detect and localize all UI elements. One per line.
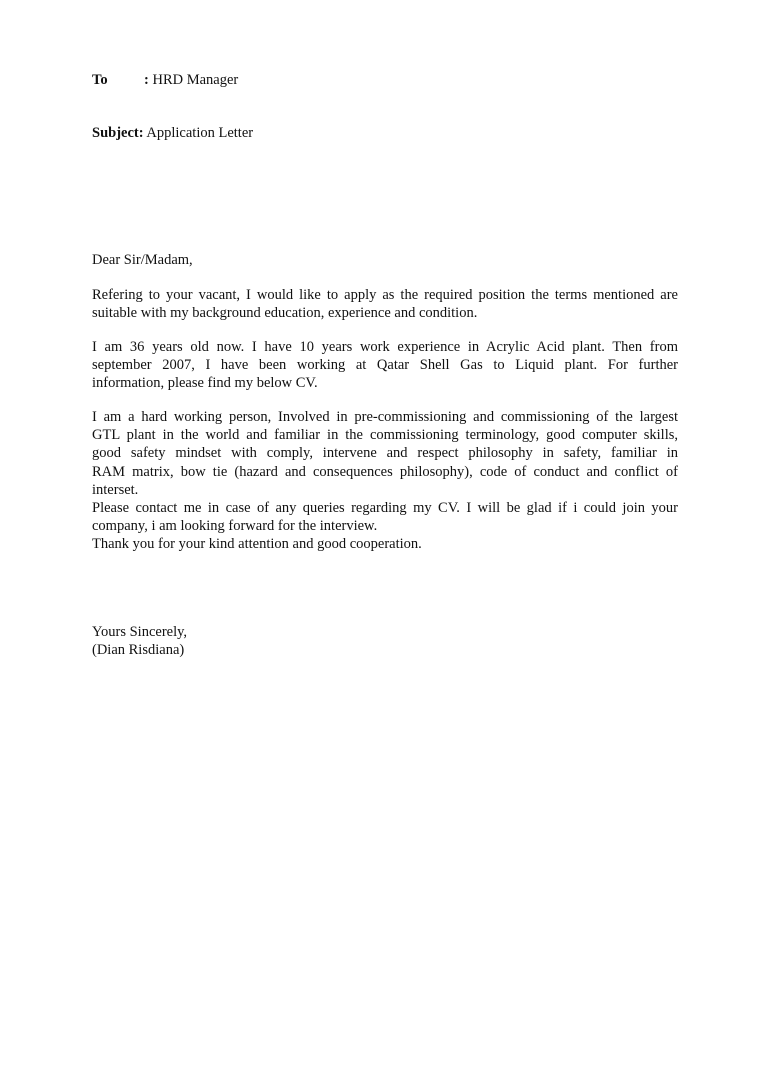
paragraph-line: information, please find my below CV. [92, 375, 318, 392]
paragraph-line: september 2007, I have been working at Qatar Shell Gas to Liquid plant. For further [92, 357, 678, 374]
paragraph-line: I am a hard working person, Involved in pre-commissioning and commissioning of the largest [92, 409, 678, 425]
paragraph-line: Refering to your vacant, I would like to apply as the required position the terms mentioned are [92, 287, 678, 303]
paragraph-line: GTL plant in the world and familiar in the commissioning terminology, good computer skills, [92, 427, 678, 444]
thanks-line: Thank you for your kind attention and good cooperation. [92, 536, 422, 553]
paragraph-line: interset. [92, 481, 139, 498]
paragraph-line: RAM matrix, bow tie (hazard and consequences philosophy), code of conduct and conflict of [92, 463, 678, 480]
paragraph-line: suitable with my background education, experience and condition. [92, 305, 478, 322]
paragraph-line: company, i am looking forward for the interview. [92, 518, 378, 535]
subject-line [92, 124, 253, 142]
to-label: To [92, 72, 108, 88]
paragraph-line: I am 36 years old now. I have 10 years work experience in Acrylic Acid plant. Then from [92, 339, 678, 355]
closing: Yours Sincerely, [92, 624, 188, 640]
to-colon: : [144, 72, 149, 88]
paragraph-line: Please contact me in case of any queries regarding my CV. I will be glad if i could join your [92, 499, 678, 516]
to-line [92, 71, 238, 89]
paragraph-2 [92, 338, 678, 393]
paragraph-1 [92, 286, 678, 322]
subject-value: Application Letter [146, 125, 254, 141]
signature-name: (Dian Risdiana) [92, 642, 185, 658]
paragraph-3 [92, 408, 678, 554]
to-value: HRD Manager [152, 72, 239, 88]
salutation: Dear Sir/Madam, [92, 252, 193, 268]
subject-label: Subject: [92, 125, 144, 141]
paragraph-line: good safety mindset with comply, intervene and respect philosophy in safety, familiar in [92, 445, 678, 462]
